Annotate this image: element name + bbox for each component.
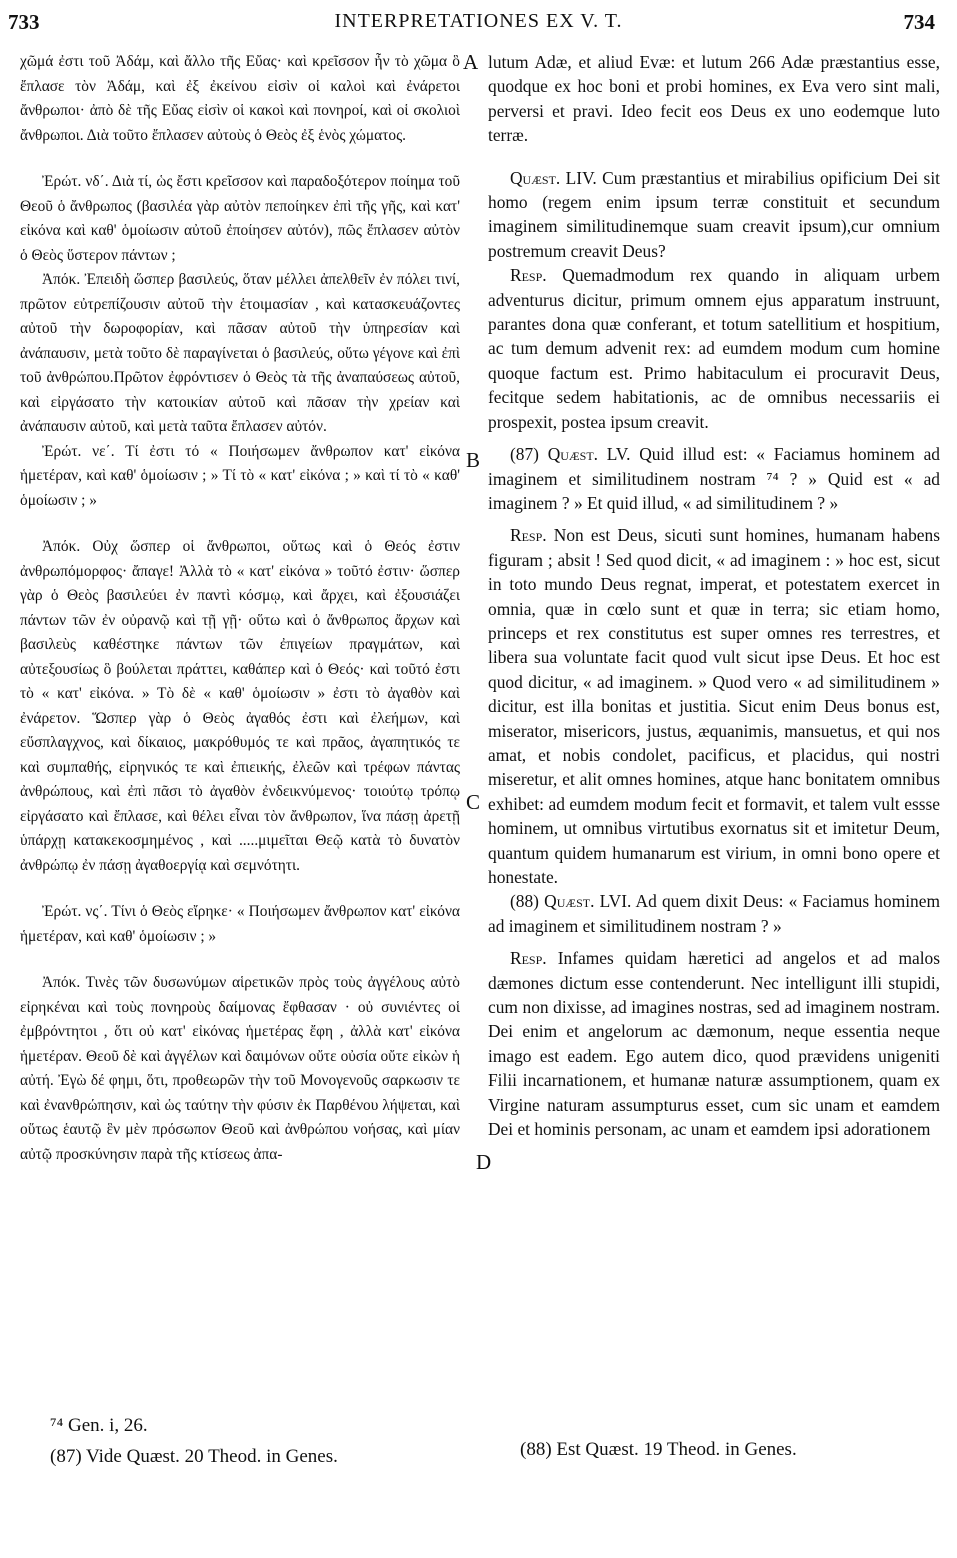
margin-letter-d: D — [476, 1150, 492, 1174]
response-text: Quemadmodum rex quando in aliquam urbem adventurus dicitur, primum omnem ejus apparatum instruunt, parantes dona quæ conferant, et totum satellitium et hospitium, ac tum demum advenit rex: ad eumdem modum cum homine quoque factum est. Primo habitaculum ei procuravit Deus, fecitque sedem habitationis, ac de omnibus necessariis ei prospexit, postea ipsum creavit. — [488, 265, 940, 432]
question-label: Quæst. — [547, 444, 598, 465]
question-label: Quæst. — [510, 167, 561, 188]
greek-question-55: Ἐρώτ. νε΄. Τί ἐστι τό « Ποιήσωμεν ἄνθρωπον κατ' εἰκόνα ἡμετέραν, καὶ καθ' ὁμοίωσιν ; » Τί τὸ « κατ' εἰκόνα ; » καὶ τί τὸ « καθ' ὁμοίωσιν ; » — [20, 442, 460, 509]
margin-letter-b: B — [466, 448, 481, 472]
note-marker: (88) — [510, 891, 539, 912]
question-text: LIV. Cum præstantius et mirabilius opificium Dei sit homo (regem enim ipsum terræ constituit et secundum imaginem similitudinemque suam creavit ipsum),cur omnium postremum creavit Deus? — [488, 167, 940, 261]
note-marker: (87) — [510, 444, 539, 465]
running-header — [0, 10, 957, 44]
greek-column — [20, 50, 460, 1167]
latin-question-55 — [488, 442, 940, 515]
latin-answer-56 — [488, 946, 940, 1141]
running-title: INTERPRETATIONES EX V. T. — [334, 10, 623, 32]
margin-letter-c: C — [466, 790, 481, 814]
latin-answer-55 — [488, 523, 940, 889]
latin-question-54 — [488, 166, 940, 264]
question-label: Quæst. — [544, 891, 595, 912]
latin-answer-54 — [488, 263, 940, 434]
latin-column — [488, 50, 940, 1141]
response-text: Non est Deus, sicuti sunt homines, humanam habens figuram ; absit ! Sed quod dicit, « ad imaginem : » hoc est, sicut in toto mundo Deus regnat, imperat, et potestatem exercet in omnia, quæ in cœlo sunt et quæ in terra; sic etiam homo, princeps et rex constitutus est super omnes res terrestres, et libera sua voluntate facit quod vult sicut ipse Deus. Et hoc est quod dicitur, « ad imaginem. » Quod vero « ad similitudinem » dicitur, est illa bonitas et justitia. Sicut enim Deus bonus est, miserator, misericors, justus, æquanimis, mansuetus, et qui nos amat, et nobis condolet, pacificus, et placidus, qui nostri miseretur, et alit omnes homines, atque hanc bonitatem omnibus exhibet: ad eumdem modum fecit et formavit, et talem vult essse hominem, ut omnibus virtutibus exornatus sit et imitetur Deum, quantum quidem humanarum est virium, in omni bono opere et honestate. — [488, 525, 940, 887]
page-number-left: 733 — [8, 10, 40, 34]
response-text: Infames quidam hæretici ad angelos et ad malos dæmones dictum esse contenderunt. Nec intelligunt illi stupidi, cum non dixisse, ad imagines nostras, sed ad imaginem nostram. Dei enim et angelorum ac dæmonum, neque essentia neque imago est eadem. Ego autem dico, quod prævidens unigeniti Filii incarnationem, et humanæ naturæ assumptionem, quam ex Virgine naturam assumpturus esset, cum sic unam et eamdem Dei et hominis personam, ac unam et eamdem ipsi adorationem — [488, 948, 940, 1140]
question-text: LVI. Ad quem dixit Deus: « Faciamus hominem ad imaginem et similitudinem nostram ? » — [488, 891, 940, 936]
footnote-88: (88) Est Quæst. 19 Theod. in Genes. — [520, 1439, 797, 1460]
page-number-right: 734 — [903, 10, 935, 34]
greek-answer-55: Ἀπόκ. Οὐχ ὥσπερ οἱ ἄνθρωποι, οὕτως καὶ ὁ Θεός ἐστιν ἀνθρωπόμορφος· ἄπαγε! Ἀλλὰ τὸ « κατ' εἰκόνα » τοῦτό ἐστιν· ὥσπερ γὰρ ὁ Θεὸς βασιλεύει ἐν παντὶ κόσμῳ, καὶ ἄρχει, καὶ ἐξουσιάζει πάντων τῶν ἐν οὐρανῷ καὶ τῇ γῇ· οὕτω καὶ ὁ ἄνθρωπος ἄρχων καὶ βασιλεὺς καθέστηκε πάντων τῶν ἐπιγείων πραγμάτων, καὶ αὐτεξουσίως ὃ βούλεται πράττει, καθάπερ καὶ ὁ Θεός· καὶ τοῦτό ἐστι τὸ « κατ' εἰκόνα. » Τὸ δὲ « καθ' ὁμοίωσιν » ἐστι τὸ ἀγαθὸν καὶ ἐνάρετον. Ὥσπερ γὰρ ὁ Θεὸς ἀγαθός ἐστι καὶ ἐλεήμων, καὶ εὔσπλαγχνος, καὶ δίκαιος, μακρόθυμός τε καὶ πρᾶος, ἀγαπητικός τε καὶ συμπαθής, εἰρηνικός τε καὶ ἐπιεικής, ἐλεῶν καὶ τρέφων πάντας ἀνθρώπους, καὶ ἐπὶ πᾶσι τὸ ἀγαθὸν ἐνδεικνύμενος· τοιούτῳ τρόπῳ εἰργάσατο καὶ ἔπλασε, καὶ θέλει εἶναι τὸν ἄνθρωπον, ἵνα πάσῃ ἀρετῇ ὑπάρχῃ κατακεκοσμημένος , καὶ .....μιμεῖται Θεῷ κατὰ τὸ δυνατὸν ἀνθρώπῳ ἐν πάσῃ ἀγαθοεργίᾳ καὶ σεμνότητι. — [20, 538, 460, 874]
footnote-87: (87) Vide Quæst. 20 Theod. in Genes. — [50, 1446, 338, 1467]
latin-question-56 — [488, 889, 940, 938]
question-text: LV. Quid illud est: « Faciamus hominem ad imaginem et similitudinem nostram ⁷⁴ ? » Quid est « ad imaginem ? » Et quid illud, « ad similitudinem ? » — [488, 444, 940, 513]
footnotes-right — [520, 1436, 940, 1467]
footnote-74: ⁷⁴ Gen. i, 26. — [50, 1415, 148, 1436]
greek-question-54: Ἐρώτ. νδ΄. Διὰ τί, ὡς ἔστι κρεῖσσον καὶ παραδοξότερον ποίημα τοῦ Θεοῦ ὁ ἄνθρωπος (βασιλέα γὰρ αὐτὸν πεποίηκεν ἐπὶ τῆς γῆς, καὶ κατ' εἰκόνα καὶ καθ' ὁμοίωσιν αὐτοῦ ἐποίησεν αὐτόν), πῶς ἔπλασεν αὐτὸν ὁ Θεὸς ὕστερον πάντων ; — [20, 173, 460, 264]
footnotes-left — [50, 1412, 470, 1474]
margin-letter-a: A — [463, 50, 479, 74]
greek-answer-56: Ἀπόκ. Τινὲς τῶν δυσωνύμων αἱρετικῶν πρὸς τοὺς ἀγγέλους αὐτὸ εἰρηκέναι καὶ τοὺς πονηροὺς δαίμονας ἔφθασαν · οὐ συνιέντες οἱ ἐμβρόντητοι , ὅτι οὐ κατ' εἰκόνας ἡμετέρας ἔφη , ἀλλὰ κατ' εἰκόνα ἡμετέραν. Θεοῦ δὲ καὶ ἀγγέλων καὶ δαιμόνων οὔτε οὐσία οὔτε εἰκὼν ἡ αὐτή. Ἐγὼ δέ φημι, ὅτι, προθεωρῶν τὴν τοῦ Μονογενοῦς σαρκωσιν τε καὶ ἐνανθρώπησιν, καὶ ὡς ταύτην τὴν φύσιν ἐκ Παρθένου λήψεται, καὶ οὕτως ἑαυτῷ ἓν μὲν πρόσωπον Θεοῦ καὶ ἀνθρώπου νοήσας, καὶ μίαν αὐτῷ προσκύνησιν παρὰ τῆς κτίσεως ἀπα- — [20, 974, 460, 1163]
greek-answer-54: Ἀπόκ. Ἐπειδὴ ὥσπερ βασιλεύς, ὅταν μέλλει ἀπελθεῖν ἐν πόλει τινί, πρῶτον εὐτρεπίζουσιν αὐτοῦ τὴν ἑτοιμασίαν , καὶ κατασκευάζοντες αὐτοῦ τὴν δωροφορίαν, καὶ πᾶσαν αὐτοῦ τὴν ὑπηρεσίαν καὶ ἀνάπαυσιν, μετὰ τοῦτο δὲ παραγίνεται ὁ βασιλεύς, οὕτω γέγονε καὶ ἐπὶ τοῦ ἀνθρώπου.Πρῶτον ἐφρόντισεν ὁ Θεὸς τὰ τῆς ἀναπαύσεως αὐτοῦ, καὶ εἰργάσατο τὴν κατοικίαν αὐτοῦ καὶ πᾶσαν τὴν χρείαν καὶ ἀνάπαυσιν αὐτοῦ, καὶ μετὰ ταῦτα ἔπλασεν αὐτόν. — [20, 271, 460, 435]
greek-paragraph: χῶμά ἐστι τοῦ Ἀδάμ, καὶ ἄλλο τῆς Εὔας· καὶ κρεῖσσον ἦν τὸ χῶμα ὃ ἔπλασε τὸν Ἀδάμ, καὶ ἐξ ἐκείνου εἰσὶν οἱ καλοὶ καὶ ἐνάρετοι ἄνθρωποι· ἀπὸ δὲ τῆς Εὔας εἰσὶν οἱ κακοὶ καὶ πονηροί, καὶ οἱ σκολιοὶ ἄνθρωποι. Διὰ τοῦτο ἔπλασεν αὐτοὺς ὁ Θεὸς ἐξ ἑνὸς χώματος. — [20, 53, 460, 144]
response-label: Resp. — [510, 948, 547, 969]
greek-question-56: Ἐρώτ. νς΄. Τίνι ὁ Θεὸς εἴρηκε· « Ποιήσωμεν ἄνθρωπον κατ' εἰκόνα ἡμετέραν, καὶ καθ' ὁμοίωσιν ; » — [20, 903, 460, 945]
response-label: Resp. — [510, 265, 547, 286]
response-label: Resp. — [510, 525, 547, 546]
latin-paragraph: lutum Adæ, et aliud Evæ: et lutum 266 Adæ præstantius esse, quodque ex hoc boni et probi homines, ex Eva vero sint mali, perversi et pravi. Ideo fecit eos Deus ex uno eodemque luto terræ. — [488, 52, 940, 146]
